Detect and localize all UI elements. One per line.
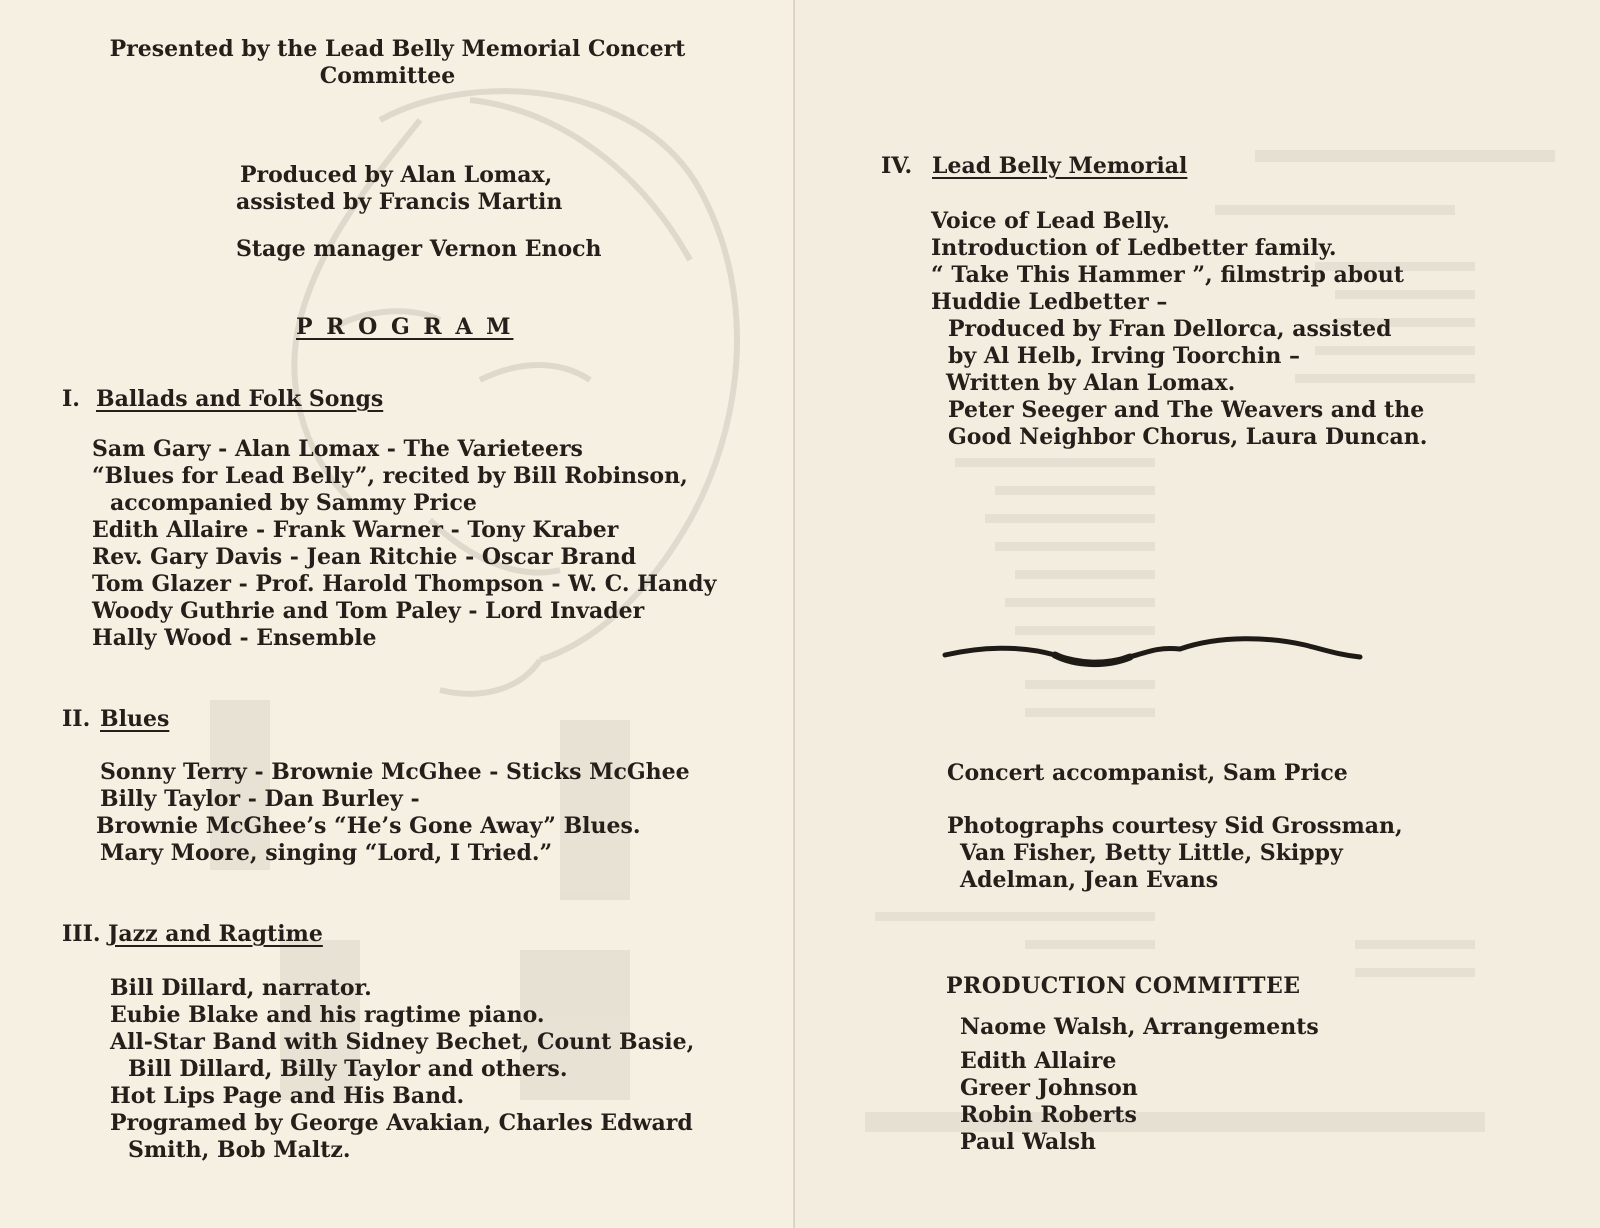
section-ii-line: Billy Taylor - Dan Burley - [100,786,420,812]
stage-manager: Stage manager Vernon Enoch [236,236,602,262]
reverse-side-show-through [795,0,1600,1228]
production-committee-member: Edith Allaire [960,1048,1117,1074]
section-iv-line: “ Take This Hammer ”, filmstrip about [931,262,1404,288]
section-iv-line: by Al Helb, Irving Toorchin – [948,343,1300,369]
section-iii-numeral: III. [62,921,101,947]
produced-by-line2: assisted by Francis Martin [236,189,563,215]
section-i-line: Tom Glazer - Prof. Harold Thompson - W. C. Handy [92,571,717,597]
presented-by-line1: Presented by the Lead Belly Memorial Concert [109,36,686,62]
program-heading: P R O G R A M [296,314,514,340]
section-iv-line: Voice of Lead Belly. [931,208,1170,234]
section-i-line: “Blues for Lead Belly”, recited by Bill Robinson, [92,463,688,489]
section-i-line: Rev. Gary Davis - Jean Ritchie - Oscar Brand [92,544,637,570]
production-committee-member: Paul Walsh [960,1129,1097,1155]
production-committee-arrangements: Naome Walsh, Arrangements [960,1014,1319,1040]
section-i-line: Woody Guthrie and Tom Paley - Lord Invader [92,598,645,624]
section-iii-title: Jazz and Ragtime [108,921,323,947]
section-iv-line: Written by Alan Lomax. [946,370,1236,396]
produced-by-line1: Produced by Alan Lomax, [240,162,553,188]
section-iv-line: Huddie Ledbetter – [931,289,1168,315]
section-iii-line: Hot Lips Page and His Band. [110,1083,465,1109]
section-iv-line: Produced by Fran Dellorca, assisted [948,316,1392,342]
production-committee-member: Robin Roberts [960,1102,1137,1128]
section-iv-line: Good Neighbor Chorus, Laura Duncan. [948,424,1428,450]
section-iii-line: Programed by George Avakian, Charles Edward [110,1110,693,1136]
wavy-divider [940,625,1380,675]
production-committee-heading: PRODUCTION COMMITTEE [946,973,1301,999]
photo-credits-line: Van Fisher, Betty Little, Skippy [960,840,1343,866]
concert-accompanist: Concert accompanist, Sam Price [947,760,1348,786]
section-i-numeral: I. [62,386,80,412]
presented-by-line2: Committee [319,63,456,89]
production-committee-member: Greer Johnson [960,1075,1138,1101]
section-iii-line: Smith, Bob Maltz. [128,1137,351,1163]
section-iii-line: Eubie Blake and his ragtime piano. [110,1002,545,1028]
right-page [795,0,1600,1228]
section-iv-line: Introduction of Ledbetter family. [931,235,1337,261]
section-iii-line: Bill Dillard, Billy Taylor and others. [128,1056,568,1082]
section-ii-line: Sonny Terry - Brownie McGhee - Sticks McGhee [100,759,690,785]
section-iv-numeral: IV. [881,153,913,179]
section-ii-line: Brownie McGhee’s “He’s Gone Away” Blues. [96,813,641,839]
section-i-line: Edith Allaire - Frank Warner - Tony Kraber [92,517,619,543]
section-ii-title: Blues [100,706,170,732]
section-iv-title: Lead Belly Memorial [932,153,1188,179]
section-i-line: accompanied by Sammy Price [110,490,477,516]
section-iii-line: All-Star Band with Sidney Bechet, Count Basie, [110,1029,695,1055]
section-iv-line: Peter Seeger and The Weavers and the [948,397,1425,423]
section-i-title: Ballads and Folk Songs [96,386,384,412]
photo-credits-line: Adelman, Jean Evans [960,867,1219,893]
left-page [0,0,795,1228]
photo-credits-line: Photographs courtesy Sid Grossman, [947,813,1403,839]
section-ii-line: Mary Moore, singing “Lord, I Tried.” [100,840,553,866]
section-i-line: Sam Gary - Alan Lomax - The Varieteers [92,436,583,462]
section-ii-numeral: II. [62,706,91,732]
section-iii-line: Bill Dillard, narrator. [110,975,372,1001]
section-i-line: Hally Wood - Ensemble [92,625,377,651]
